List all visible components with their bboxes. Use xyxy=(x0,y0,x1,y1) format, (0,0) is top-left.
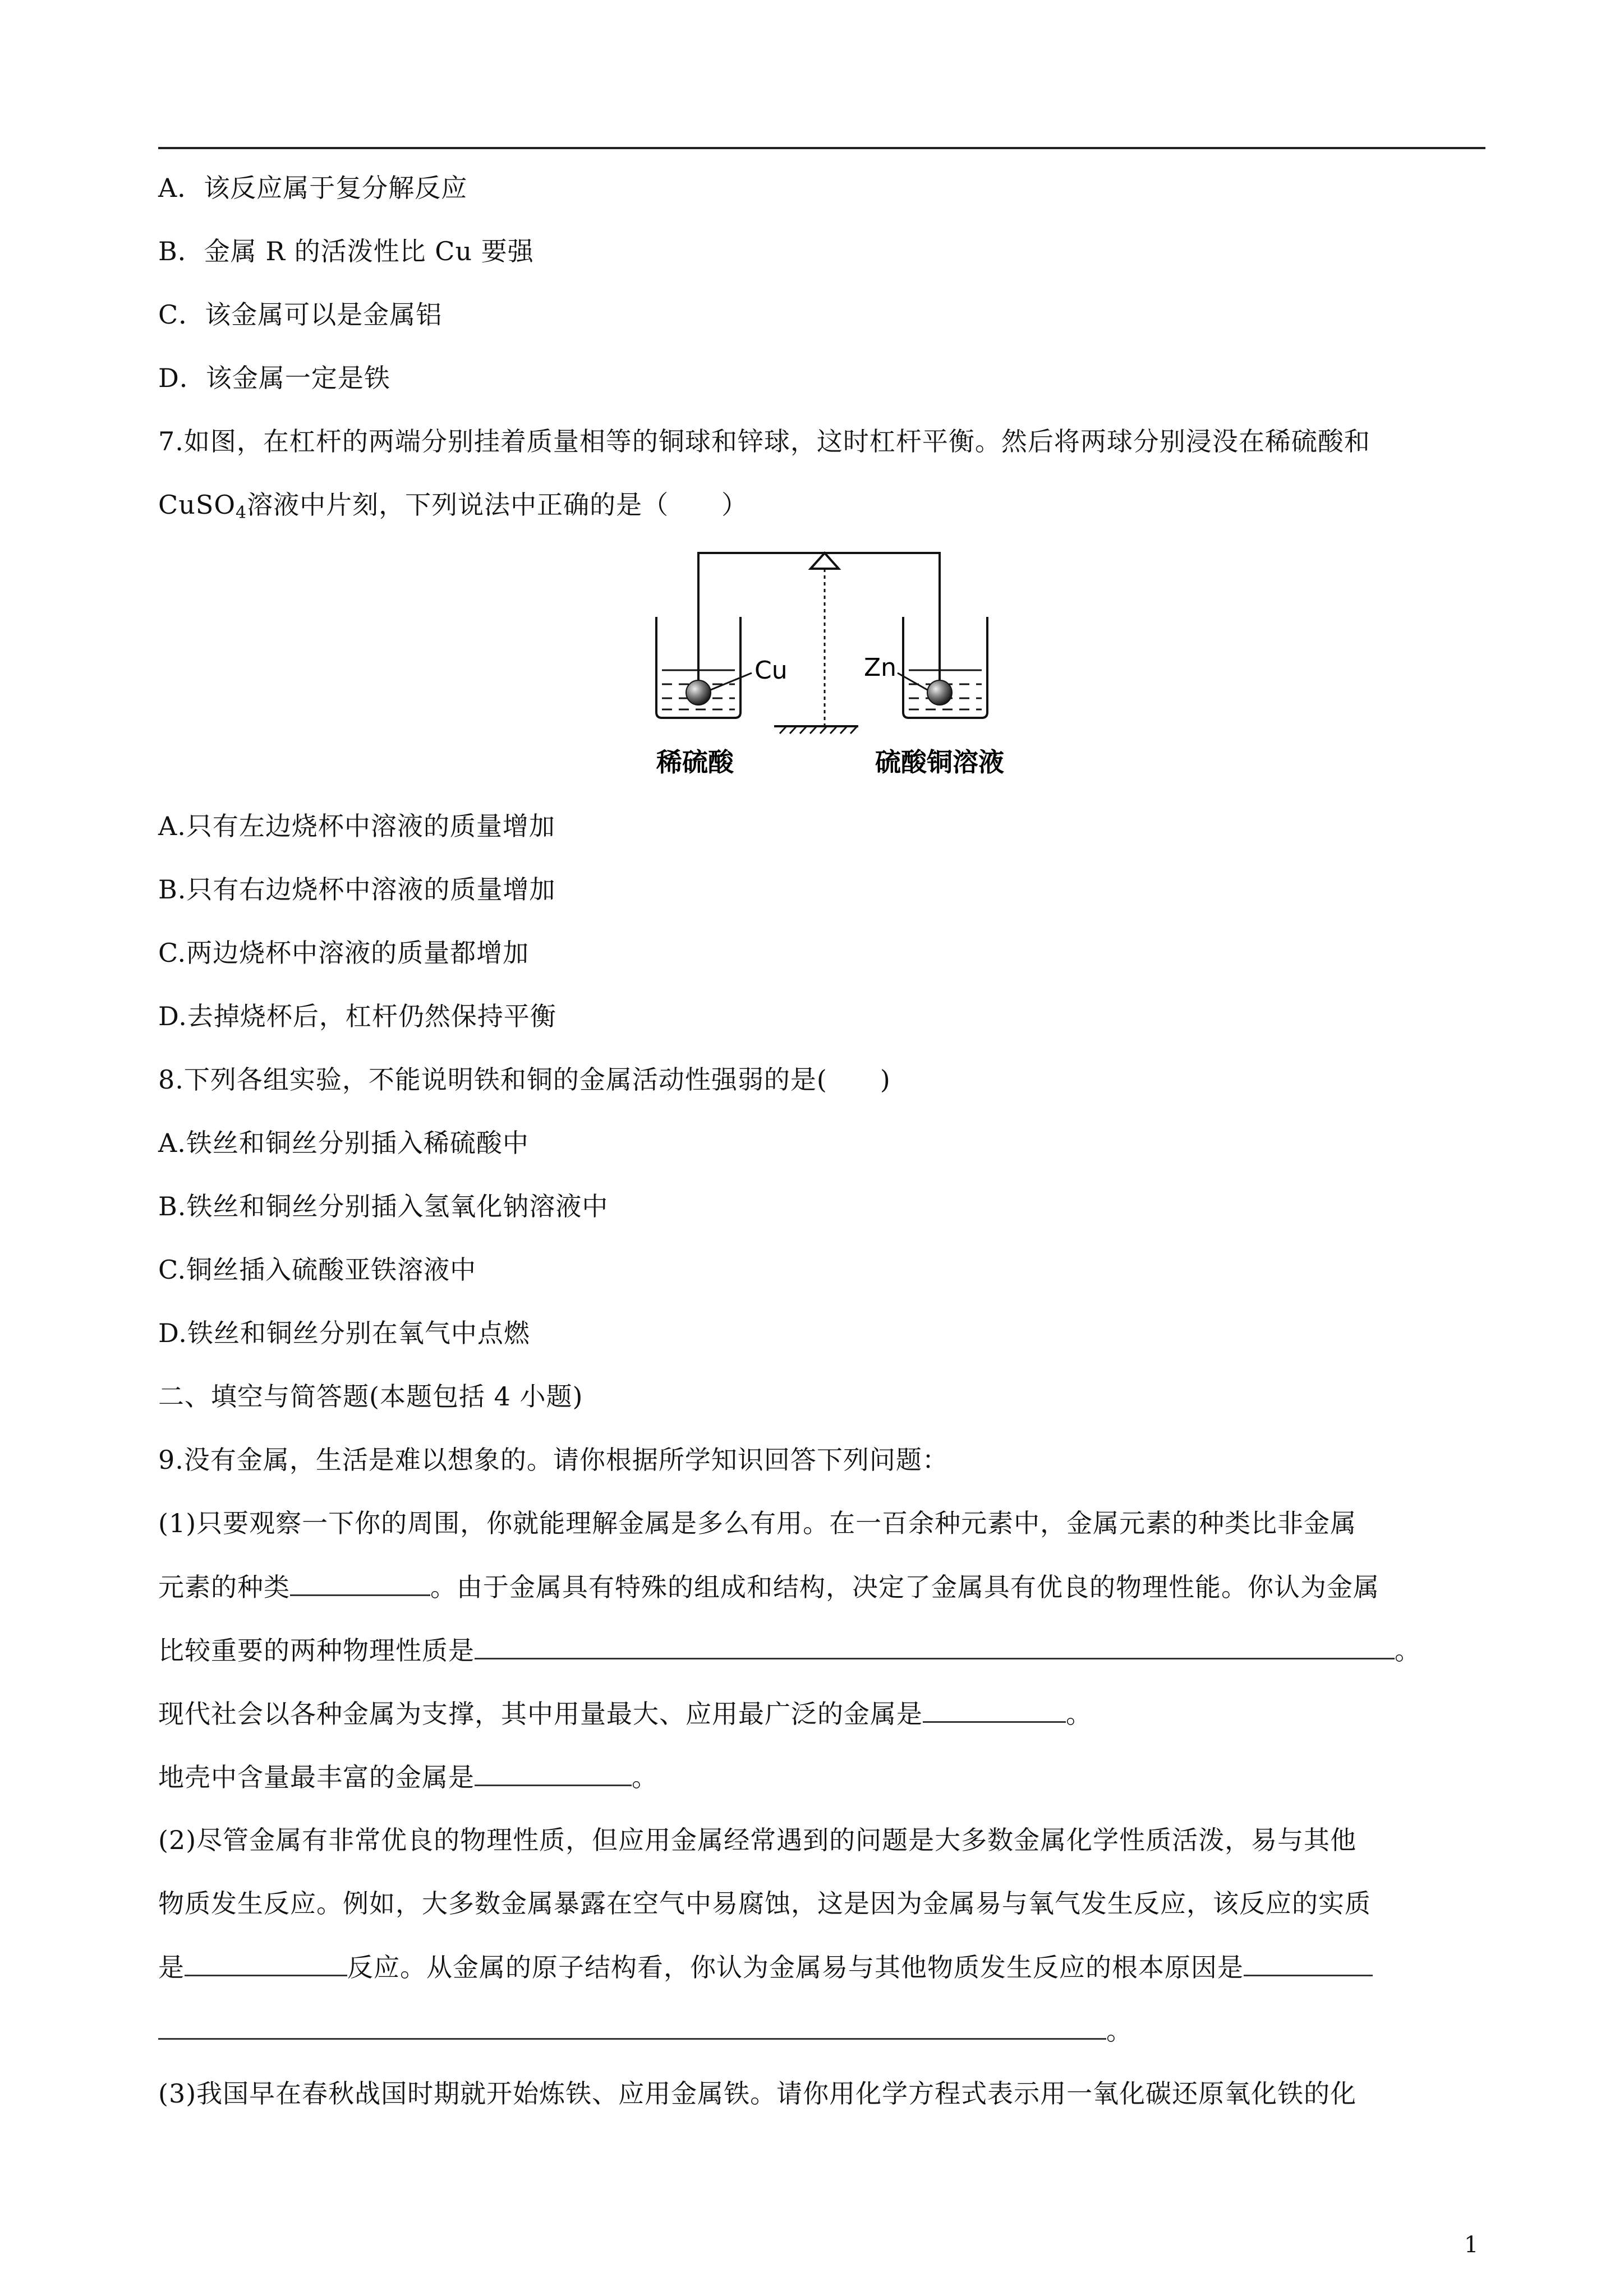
text-segment: 现代社会以各种金属为支撑，其中用量最大、应用最广泛的金属是 xyxy=(158,1699,923,1729)
q7-formula: CuSO xyxy=(158,490,236,520)
text-segment: 。 xyxy=(1106,2016,1133,2046)
answer-blank-crust-metal[interactable] xyxy=(475,1760,632,1786)
q8-stem: 8.下列各组实验，不能说明铁和铜的金属活动性强弱的是( ) xyxy=(158,1064,891,1095)
q9-part1-line2 xyxy=(158,1570,1379,1604)
q9-part3-line1: (3)我国早在春秋战国时期就开始炼铁、应用金属铁。请你用化学方程式表示用一氧化碳还原氧化铁的化 xyxy=(158,2078,1357,2109)
label-copper-sulfate-solution: 硫酸铜溶液 xyxy=(875,747,1004,777)
label-dilute-sulfuric-acid: 稀硫酸 xyxy=(656,747,734,777)
q7-option-c: C.两边烧杯中溶液的质量都增加 xyxy=(158,938,530,968)
text-segment: 。 xyxy=(1066,1699,1092,1729)
header-rule xyxy=(158,147,1485,149)
section-two-heading: 二、填空与简答题(本题包括 4 小题) xyxy=(158,1381,583,1412)
q8-option-d: D.铁丝和铜丝分别在氧气中点燃 xyxy=(158,1318,530,1348)
copper-ball xyxy=(686,680,711,705)
q9-part2-line4 xyxy=(158,2013,1133,2048)
q6-option-a: A．该反应属于复分解反应 xyxy=(158,173,468,203)
q7-stem-line1: 7.如图，在杠杆的两端分别挂着质量相等的铜球和锌球，这时杠杆平衡。然后将两球分别浸没在稀硫酸和 xyxy=(158,426,1370,457)
q9-part2-line3 xyxy=(158,1950,1373,1984)
q9-part2-line1: (2)尽管金属有非常优良的物理性质，但应用金属经常遇到的问题是大多数金属化学性质活泼，易与其他 xyxy=(158,1825,1357,1855)
q9-part1-line3 xyxy=(158,1633,1421,1667)
q6-option-c: C．该金属可以是金属铝 xyxy=(158,299,443,330)
q9-part2-line2: 物质发生反应。例如，大多数金属暴露在空气中易腐蚀，这是因为金属易与氧气发生反应，该反应的实质 xyxy=(158,1888,1371,1919)
text-segment: 。 xyxy=(1395,1635,1421,1666)
answer-blank-reaction-type[interactable] xyxy=(185,1950,347,1976)
q8-option-a: A.铁丝和铜丝分别插入稀硫酸中 xyxy=(158,1128,529,1158)
q8-option-c: C.铜丝插入硫酸亚铁溶液中 xyxy=(158,1255,477,1285)
q7-option-a: A.只有左边烧杯中溶液的质量增加 xyxy=(158,811,555,841)
text-segment: 地壳中含量最丰富的金属是 xyxy=(158,1762,475,1792)
q9-part1-line4 xyxy=(158,1696,1092,1731)
answer-blank-root-cause-continued[interactable] xyxy=(158,2013,1106,2040)
q6-option-b: B．金属 R 的活泼性比 Cu 要强 xyxy=(158,236,534,266)
q9-stem: 9.没有金属，生活是难以想象的。请你根据所学知识回答下列问题： xyxy=(158,1445,949,1475)
lever-beaker-figure xyxy=(640,550,1032,785)
text-segment: 反应。从金属的原子结构看，你认为金属易与其他物质发生反应的根本原因是 xyxy=(347,1952,1244,1983)
answer-blank-most-used-metal[interactable] xyxy=(923,1696,1066,1723)
label-cu: Cu xyxy=(755,656,788,685)
answer-blank-physical-properties[interactable] xyxy=(475,1633,1395,1659)
zinc-ball xyxy=(927,680,952,705)
q7-formula-subscript: 4 xyxy=(236,503,247,523)
q7-stem-text: 溶液中片刻，下列说法中正确的是（ ） xyxy=(247,490,748,520)
q9-part1-line1: (1)只要观察一下你的周围，你就能理解金属是多么有用。在一百余种元素中，金属元素的种类比非金属 xyxy=(158,1508,1357,1538)
text-segment: 比较重要的两种物理性质是 xyxy=(158,1635,475,1666)
q7-option-d: D.去掉烧杯后，杠杆仍然保持平衡 xyxy=(158,1001,556,1031)
text-segment: 。 xyxy=(632,1762,658,1792)
answer-blank-metal-types[interactable] xyxy=(290,1570,430,1596)
label-zn: Zn xyxy=(864,653,897,682)
answer-blank-root-cause[interactable] xyxy=(1244,1950,1373,1976)
text-segment: 元素的种类 xyxy=(158,1572,290,1602)
q7-stem-line2 xyxy=(158,488,748,530)
text-segment: 是 xyxy=(158,1952,185,1983)
q9-part1-line5 xyxy=(158,1760,658,1794)
page-number: 1 xyxy=(1464,2232,1479,2258)
q7-option-b: B.只有右边烧杯中溶液的质量增加 xyxy=(158,874,556,905)
text-segment: 。由于金属具有特殊的组成和结构，决定了金属具有优良的物理性能。你认为金属 xyxy=(430,1572,1379,1602)
q8-option-b: B.铁丝和铜丝分别插入氢氧化钠溶液中 xyxy=(158,1191,609,1221)
q6-option-d: D．该金属一定是铁 xyxy=(158,363,390,393)
